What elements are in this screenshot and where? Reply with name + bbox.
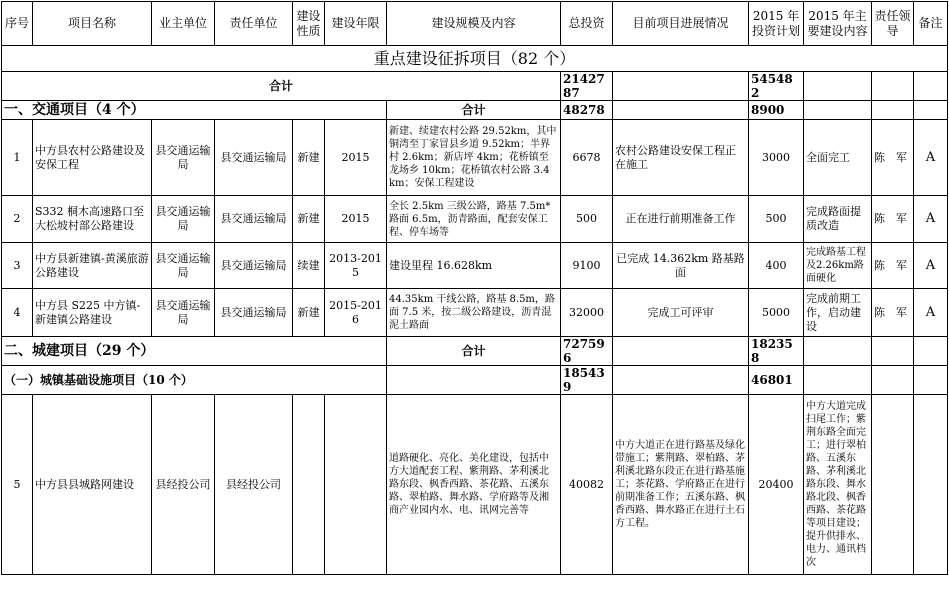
row-responsible: 县交通运输局 [215, 196, 293, 243]
row-main: 中方大道完成扫尾工作；紫荆东路全面完工；进行翠柏路、五溪东路、茅利溪北路东段、舞水路北段、枫香西路、茶花路等项目建设；提升供排水、电力、通讯档次 [804, 395, 872, 575]
row-total: 500 [561, 196, 613, 243]
row-progress: 中方大道正在进行路基及绿化带施工；紫荆路、翠柏路、茅利溪北路东段正在进行路基施工；茶花路、学府路正在进行前期准备工作；五溪东路、枫香西路、舞水路正在进行土石方工程。 [613, 395, 749, 575]
row-note: A [914, 289, 948, 337]
header-row [2, 2, 948, 46]
category-plan: 182358 [749, 337, 804, 366]
grand-total-total: 2142787 [561, 72, 613, 101]
row-period: 2015-2016 [325, 289, 387, 337]
row-seq: 5 [2, 395, 33, 575]
section-title-row [2, 46, 948, 72]
row-progress: 已完成 14.362km 路基路面 [613, 243, 749, 289]
row-nature: 新建 [293, 196, 325, 243]
row-period: 2013-2015 [325, 243, 387, 289]
section-title: 重点建设征拆项目（82 个） [2, 46, 948, 72]
grand-total-row [2, 72, 948, 101]
subcategory-row [2, 366, 948, 395]
category-title: 二、城建项目（29 个） [2, 337, 387, 366]
project-table [1, 1, 948, 575]
table-row [2, 243, 948, 289]
header-total: 总投资 [561, 2, 613, 46]
row-responsible: 县交通运输局 [215, 243, 293, 289]
subcategory-plan: 46801 [749, 366, 804, 395]
row-seq: 2 [2, 196, 33, 243]
table-row [2, 289, 948, 337]
row-responsible: 县经投公司 [215, 395, 293, 575]
row-period: 2015 [325, 196, 387, 243]
header-nature: 建设性质 [293, 2, 325, 46]
category-total: 727596 [561, 337, 613, 366]
row-note: A [914, 243, 948, 289]
row-nature: 新建 [293, 120, 325, 196]
header-main2015: 2015 年主要建设内容 [804, 2, 872, 46]
row-main: 完成路面提质改造 [804, 196, 872, 243]
row-total: 9100 [561, 243, 613, 289]
row-nature: 续建 [293, 243, 325, 289]
row-progress: 完成工可评审 [613, 289, 749, 337]
row-nature [293, 395, 325, 575]
row-seq: 4 [2, 289, 33, 337]
row-name: 中方县县城路网建设 [33, 395, 152, 575]
row-plan: 20400 [749, 395, 804, 575]
row-owner: 县交通运输局 [152, 196, 215, 243]
header-leader: 责任领导 [872, 2, 914, 46]
row-responsible: 县交通运输局 [215, 289, 293, 337]
row-main: 完成路基工程及2.26km路面硬化 [804, 243, 872, 289]
row-scope: 新建、续建农村公路 29.52km，其中铜湾至丁家冒县乡道 9.52km；半界村 2.6km；新店坪 4km；花桥镇至龙场乡 10km；花桥镇农村公路 3.4 km；安保工程建设 [387, 120, 561, 196]
row-owner: 县交通运输局 [152, 120, 215, 196]
row-scope: 道路硬化、亮化、美化建设，包括中方大道配套工程、紫荆路、茅利溪北路东段、枫香西路、茶花路、五溪东路、翠柏路、舞水路、学府路等及湘商产业园内水、电、讯网完善等 [387, 395, 561, 575]
row-leader: 陈 军 [872, 289, 914, 337]
header-period: 建设年限 [325, 2, 387, 46]
row-plan: 400 [749, 243, 804, 289]
row-scope: 建设里程 16.628km [387, 243, 561, 289]
category-row [2, 337, 948, 366]
row-main: 完成前期工作，启动建设 [804, 289, 872, 337]
row-plan: 5000 [749, 289, 804, 337]
row-progress: 正在进行前期准备工作 [613, 196, 749, 243]
row-main: 全面完工 [804, 120, 872, 196]
header-responsible: 责任单位 [215, 2, 293, 46]
row-note: A [914, 120, 948, 196]
category-plan: 8900 [749, 101, 804, 120]
category-title: 一、交通项目（4 个） [2, 101, 387, 120]
row-leader: 陈 军 [872, 196, 914, 243]
row-name: 中方县新建镇-黄溪旅游公路建设 [33, 243, 152, 289]
row-owner: 县经投公司 [152, 395, 215, 575]
row-leader: 陈 军 [872, 243, 914, 289]
header-name: 项目名称 [33, 2, 152, 46]
row-period [325, 395, 387, 575]
header-progress: 目前项目进展情况 [613, 2, 749, 46]
header-scope: 建设规模及内容 [387, 2, 561, 46]
row-name: 中方县 S225 中方镇-新建镇公路建设 [33, 289, 152, 337]
header-owner: 业主单位 [152, 2, 215, 46]
subcategory-total: 185439 [561, 366, 613, 395]
row-name: S332 桐木高速路口至大松坡村部公路建设 [33, 196, 152, 243]
row-plan: 500 [749, 196, 804, 243]
category-total-label: 合计 [387, 337, 561, 366]
table-row [2, 196, 948, 243]
table-row [2, 120, 948, 196]
row-scope: 44.35km 干线公路，路基 8.5m，路面 7.5 米，按二级公路建设，沥青混泥土路面 [387, 289, 561, 337]
table-row [2, 395, 948, 575]
header-plan2015: 2015 年投资计划 [749, 2, 804, 46]
row-name: 中方县农村公路建设及安保工程 [33, 120, 152, 196]
row-scope: 全长 2.5km 三级公路，路基 7.5m*路面 6.5m，沥青路面，配套安保工程、停车场等 [387, 196, 561, 243]
row-total: 32000 [561, 289, 613, 337]
grand-total-label: 合计 [2, 72, 561, 101]
row-leader [872, 395, 914, 575]
header-seq: 序号 [2, 2, 33, 46]
category-total-label: 合计 [387, 101, 561, 120]
category-total: 48278 [561, 101, 613, 120]
row-responsible: 县交通运输局 [215, 120, 293, 196]
header-note: 备注 [914, 2, 948, 46]
row-owner: 县交通运输局 [152, 289, 215, 337]
row-total: 40082 [561, 395, 613, 575]
row-leader: 陈 军 [872, 120, 914, 196]
row-seq: 1 [2, 120, 33, 196]
row-nature: 新建 [293, 289, 325, 337]
row-note: A [914, 196, 948, 243]
row-period: 2015 [325, 120, 387, 196]
row-progress: 农村公路建设安保工程正在施工 [613, 120, 749, 196]
row-seq: 3 [2, 243, 33, 289]
grand-total-plan: 545482 [749, 72, 804, 101]
category-row [2, 101, 948, 120]
row-plan: 3000 [749, 120, 804, 196]
row-note [914, 395, 948, 575]
subcategory-title: （一）城镇基础设施项目（10 个） [2, 366, 387, 395]
row-owner: 县交通运输局 [152, 243, 215, 289]
row-total: 6678 [561, 120, 613, 196]
